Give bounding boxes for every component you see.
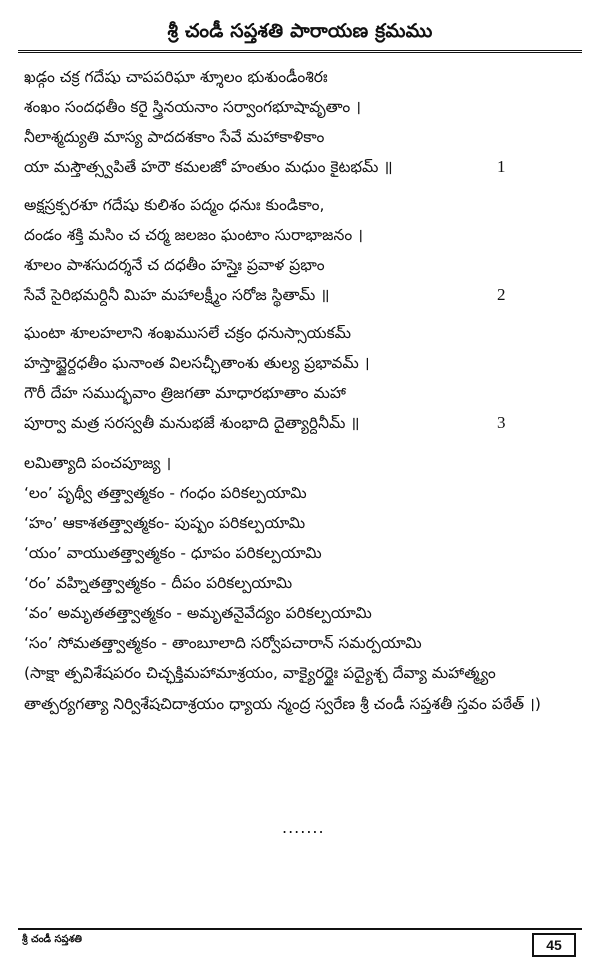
verse-block-1 <box>24 62 580 182</box>
puja-item: ‘సం’ సోమతత్త్వాత్మకం - తాంబూలాది సర్వోపచారాన్ సమర్పయామి <box>24 634 422 652</box>
section-separator: ....... <box>282 818 325 837</box>
verse-line: శూలం పాశసుదర్శనే చ దధతీం హస్తైః ప్రవాళ ప్రభాం <box>24 256 325 274</box>
verse-number: 3 <box>497 413 506 432</box>
page-content <box>24 62 580 720</box>
page-header <box>18 0 582 53</box>
verse-line <box>24 152 580 182</box>
verse-line <box>24 408 580 438</box>
page-number: 45 <box>532 933 576 957</box>
puja-intro: లమిత్యాది పంచపూజ్య । <box>24 454 172 472</box>
verse-number: 2 <box>497 285 506 304</box>
puja-item: ‘వం’ అమృతతత్త్వాత్మకం - అమృతనైవేద్యం పరికల్పయామి <box>24 604 372 622</box>
verse-line <box>24 280 580 310</box>
verse-block-3 <box>24 318 580 438</box>
verse-line: దండం శక్తి మసిం చ చర్మ జలజం ఘంటాం సురాభాజనం । <box>24 226 363 244</box>
puja-section <box>24 448 580 720</box>
verse-line: అక్షస్రక్పరశూ గదేషు కులిశం పద్మం ధనుః కుండికాం, <box>24 196 325 214</box>
verse-line: హస్తాబ్జైర్దధతీం ఘనాంత విలసచ్ఛీతాంశు తుల్య ప్రభావమ్ । <box>24 354 370 372</box>
puja-item: ‘యం’ వాయుతత్త్వాత్మకం - ధూపం పరికల్పయామి <box>24 544 322 562</box>
puja-item: ‘రం’ వహ్నితత్త్వాత్మకం - దీపం పరికల్పయామి <box>24 574 293 592</box>
verse-line: శంఖం సందధతీం కరై స్త్రినయనాం సర్వాంగభూషావృతాం । <box>24 98 362 116</box>
verse-text: సేవే సైరిభమర్దినీ మిహ మహాలక్ష్మీం సరోజ స్థితామ్ ॥ <box>24 286 330 304</box>
page-footer <box>18 928 582 960</box>
verse-block-2 <box>24 190 580 310</box>
page-title: శ్రీ చండీ సప్తశతి పారాయణ క్రమము <box>167 20 433 42</box>
verse-line: నీలాశ్మద్యుతి మాస్య పాదదశకాం సేవే మహాకాళికాం <box>24 128 325 146</box>
verse-line: ఘంటా శూలహలాని శంఖముసలే చక్రం ధనుస్సాయకమ్ <box>24 324 352 342</box>
verse-text: యా మస్తౌత్స్వపితే హరౌ కమలజో హంతుం మధుం కైటభమ్ ॥ <box>24 158 393 176</box>
footer-title: శ్రీ చండీ సప్తశతి <box>22 934 82 945</box>
verse-line: ఖడ్గం చక్ర గదేషు చాపపరిఘా శ్శూలం భుశుండీంశిరః <box>24 68 328 86</box>
puja-item: ‘లం’ పృథ్వీ తత్త్వాత్మకం - గంధం పరికల్పయామి <box>24 484 307 502</box>
verse-number: 1 <box>497 157 506 176</box>
closing-paragraph: (సాక్షా త్పవిశేషపరం చిచ్ఛక్తిమహామాశ్రయం, వాక్యైరర్థైః పద్యైశ్చ దేవ్యా మహాత్మ్యం తాత్పర్యగత్యా నిర్విశేషచిదాశ్రయం ధ్యాయ న్మంద్ర స్వరేణ శ్రీ చండీ సప్తశతీ స్తవం పఠేత్ ।) <box>24 664 541 713</box>
puja-item: ‘హం’ ఆకాశతత్త్వాత్మకం- పుష్పం పరికల్పయామి <box>24 514 306 532</box>
verse-line: గౌరీ దేహ సముద్భవాం త్రిజగతా మాధారభూతాం మహా <box>24 384 346 402</box>
verse-text: పూర్వా మత్ర సరస్వతీ మనుభజే శుంభాది దైత్యార్దినీమ్ ॥ <box>24 414 360 432</box>
